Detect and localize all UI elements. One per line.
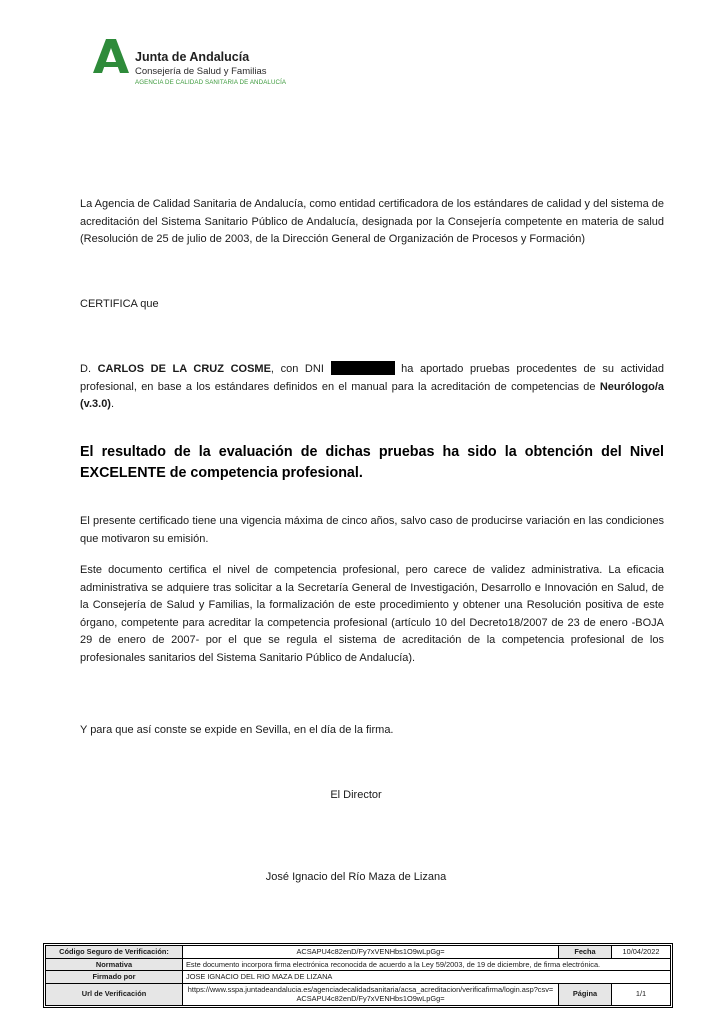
pagina-value: 1/1	[612, 983, 671, 1005]
junta-andalucia-logo	[92, 37, 332, 92]
firmado-label: Firmado por	[46, 971, 183, 984]
normativa-value: Este documento incorpora firma electrónica reconocida de acuerdo a la Ley 59/2003, de 19 de diciembre, de firma electrónica.	[183, 958, 671, 971]
firmado-value: JOSE IGNACIO DEL RIO MAZA DE LIZANA	[183, 971, 671, 984]
url-label: Url de Verificación	[46, 983, 183, 1005]
holder-name: CARLOS DE LA CRUZ COSME	[97, 363, 271, 375]
table-row	[46, 958, 671, 971]
dni-label: , con DNI	[270, 363, 324, 375]
redacted-dni	[331, 361, 395, 375]
signature-role: El Director	[330, 789, 382, 801]
holder-text: ha aportado pruebas procedentes de su actividad profesional, en base a los estándares definidos en el manual para la acreditación de competencias de	[80, 363, 664, 393]
table-row	[46, 983, 671, 1005]
csv-label: Código Seguro de Verificación:	[46, 946, 183, 959]
junta-andalucia-a-icon	[92, 37, 130, 75]
verification-table	[45, 945, 671, 1006]
logo-org: Junta de Andalucía	[135, 50, 250, 64]
logo-dept: Consejería de Salud y Familias	[135, 66, 267, 77]
fecha-label: Fecha	[559, 946, 612, 959]
intro-paragraph: La Agencia de Calidad Sanitaria de Andalucía, como entidad certificadora de los estándares de calidad y del sistema de acreditación del Sistema Sanitario Público de Andalucía, designada por la Consejería competente en materia de salud (Resolución de 25 de julio de 2003, de la Dirección General de Organización de Procesos y Formación)	[80, 198, 664, 245]
holder-paragraph	[80, 361, 664, 414]
result-statement: El resultado de la evaluación de dichas pruebas ha sido la obtención del Nivel EXCELENTE de competencia profesional.	[80, 444, 664, 481]
closing-line: Y para que así conste se expide en Sevilla, en el día de la firma.	[80, 724, 394, 736]
specialty: Neurólogo/a (v.3.0)	[80, 380, 664, 410]
legal-paragraph: Este documento certifica el nivel de competencia profesional, pero carece de validez administrativa. La eficacia administrativa se adquiere tras solicitar a la Secretaría General de Investigación, Desarrollo e Innovación en Salud, de la Consejería de Salud y Familias, la formalización de este procedimiento y obtener una Resolución positiva de este órgano, competente para acreditar la competencia profesional (artículo 10 del Decreto18/2007 de 23 de enero -BOJA 29 de enero de 2007- por el que se regula el sistema de acreditación de la competencia profesional de los profesionales sanitarios del Sistema Sanitario Público de Andalucía).	[80, 564, 664, 664]
verification-url-link[interactable]: https://www.sspa.juntadeandalucia.es/agenciadecalidadsanitaria/acsa_acreditacion/verificafirma/login.asp?csv=ACSAPU4c82enD/Fy7xVENHbs1O9wLpGg=	[183, 983, 559, 1005]
csv-value: ACSAPU4c82enD/Fy7xVENHbs1O9wLpGg=	[183, 946, 559, 959]
pagina-label: Página	[559, 983, 612, 1005]
fecha-value: 10/04/2022	[612, 946, 671, 959]
validity-paragraph: El presente certificado tiene una vigencia máxima de cinco años, salvo caso de producirse variación en las condiciones que motivaron su emisión.	[80, 515, 664, 545]
signature-name: José Ignacio del Río Maza de Lizana	[265, 871, 447, 883]
normativa-label: Normativa	[46, 958, 183, 971]
logo-agency: AGENCIA DE CALIDAD SANITARIA DE ANDALUCÍA	[135, 79, 287, 86]
certifica-label: CERTIFICA que	[80, 298, 159, 310]
holder-prefix: D.	[80, 363, 91, 375]
table-row	[46, 971, 671, 984]
holder-end: .	[110, 398, 115, 410]
table-row	[46, 946, 671, 959]
